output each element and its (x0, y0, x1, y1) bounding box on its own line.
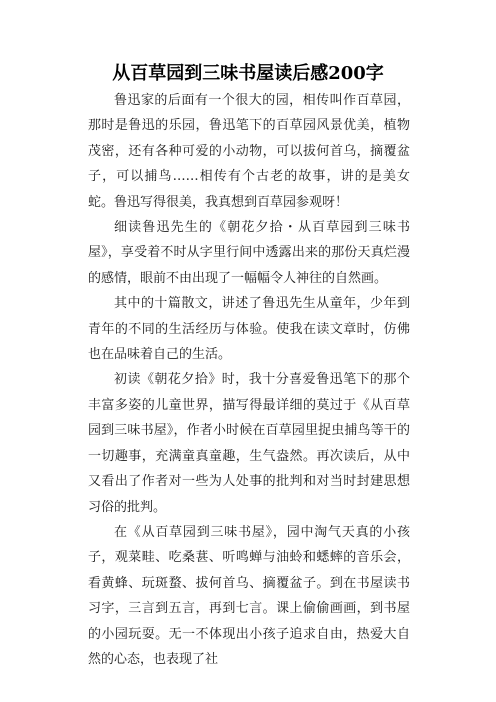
document-body (88, 88, 410, 672)
paragraph: 鲁迅家的后面有一个很大的园，相传叫作百草园，那时是鲁迅的乐园，鲁迅笔下的百草园风景优美，植物茂密，还有各种可爱的小动物，可以拔何首乌，摘覆盆子，可以捕鸟……相传有个古老的故事，讲的是美女蛇。鲁迅写得很美，我真想到百草园参观呀！ (88, 93, 410, 210)
paragraph: 在《从百草园到三味书屋》，园中淘气天真的小孩子，观菜畦、吃桑葚、听鸣蝉与油蛉和蟋蟀的音乐会，看黄蜂、玩斑蝥、拔何首乌、摘覆盆子。到在书屋读书习字，三言到五言，再到七言。课上偷偷画画，到书屋的小园玩耍。无一不体现出小孩子追求自由，热爱大自然的心态，也表现了社 (88, 524, 410, 667)
paragraph: 细读鲁迅先生的《朝花夕拾・从百草园到三味书屋》，享受着不时从字里行间中透露出来的那份天真烂漫的感情，眼前不由出现了一幅幅令人神往的自然画。 (88, 220, 410, 286)
paragraph: 初读《朝花夕拾》时，我十分喜爱鲁迅笔下的那个丰富多姿的儿童世界，描写得最详细的莫过于《从百草园到三味书屋》，作者小时候在百草园里捉虫捕鸟等干的一切趣事，充满童真童趣，生气盎然。再次读后，从中又看出了作者对一些为人处事的批判和对当时封建思想习俗的批判。 (88, 372, 410, 515)
paragraph: 其中的十篇散文，讲述了鲁迅先生从童年，少年到青年的不同的生活经历与体验。使我在读文章时，仿佛也在品味着自己的生活。 (88, 296, 410, 363)
document-title: 从百草园到三味书屋读后感200字 (112, 63, 384, 84)
